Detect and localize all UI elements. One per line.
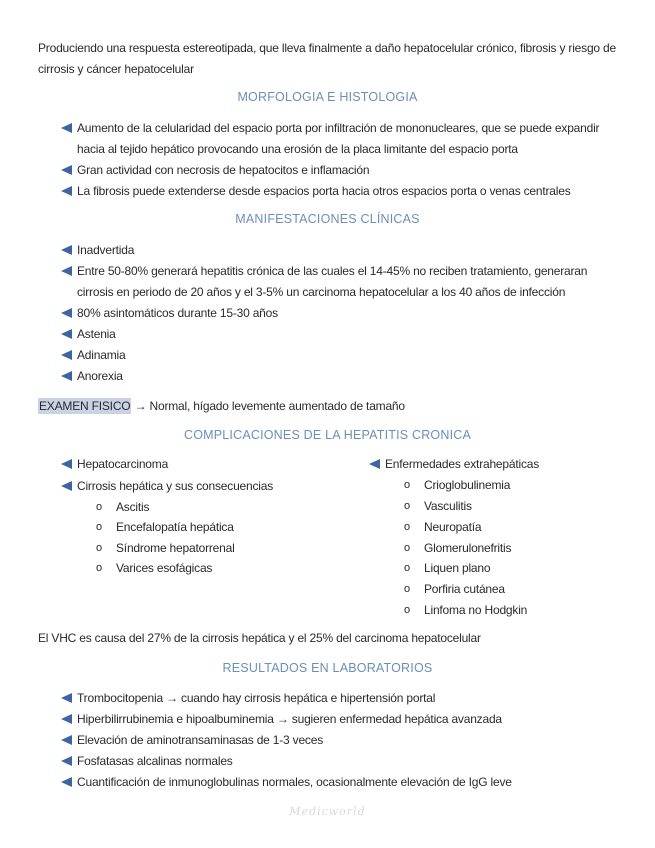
triangle-bullet-icon — [61, 266, 72, 276]
list-item: Trombocitopenia → cuando hay cirrosis hepática e hipertensión portal — [61, 688, 621, 709]
list-item: La fibrosis puede extenderse desde espacios porta hacia otros espacios porta o venas centrales — [61, 181, 631, 202]
triangle-bullet-icon — [61, 123, 72, 133]
footer-watermark: Medicworld — [289, 805, 366, 818]
triangle-bullet-icon — [61, 245, 72, 255]
sub-list-item: o Porfiria cutánea — [404, 579, 624, 600]
sub-list-item: o Ascitis — [96, 497, 336, 518]
list-item: Inadvertida — [61, 240, 611, 261]
list-item: Cuantificación de inmunoglobulinas normales, ocasionalmente elevación de IgG leve — [61, 772, 621, 793]
circle-bullet-icon: o — [404, 542, 410, 554]
triangle-bullet-icon — [61, 165, 72, 175]
list-item: Anorexia — [61, 366, 611, 387]
triangle-bullet-icon — [61, 329, 72, 339]
examen-fisico-line — [38, 396, 616, 417]
list-item: Aumento de la celularidad del espacio porta por infiltración de mononucleares, que se puede expandir hacia al tejido hepático provocando una erosión de la placa limitante del espacio porta — [61, 118, 611, 160]
triangle-bullet-icon — [369, 459, 380, 469]
circle-bullet-icon: o — [96, 542, 102, 554]
triangle-bullet-icon — [61, 350, 72, 360]
vhc-note: El VHC es causa del 27% de la cirrosis hepática y el 25% del carcinoma hepatocelular — [38, 631, 481, 645]
sub-list-item: o Varices esofágicas — [96, 558, 336, 579]
circle-bullet-icon: o — [404, 521, 410, 533]
list-item: Astenia — [61, 324, 611, 345]
triangle-bullet-icon — [61, 308, 72, 318]
list-item: Gran actividad con necrosis de hepatocitos e inflamación — [61, 160, 611, 181]
sub-list-item: o Linfoma no Hodgkin — [404, 600, 624, 621]
circle-bullet-icon: o — [404, 583, 410, 595]
sub-list-item: o Síndrome hepatorrenal — [96, 538, 336, 559]
list-item: Entre 50-80% generará hepatitis crónica de las cuales el 14-45% no reciben tratamiento, generaran cirrosis en periodo de 20 años y el 3-5% un carcinoma hepatocelular a los 40 años de infección — [61, 261, 611, 303]
manifestaciones-heading: MANIFESTACIONES CLÍNICAS — [235, 212, 420, 226]
triangle-bullet-icon — [61, 777, 72, 787]
right-arrow-icon: → — [276, 712, 289, 726]
triangle-bullet-icon — [61, 371, 72, 381]
circle-bullet-icon: o — [404, 479, 410, 491]
sub-list-item: o Neuropatía — [404, 517, 624, 538]
sub-list-item: o Encefalopatía hepática — [96, 517, 336, 538]
triangle-bullet-icon — [61, 459, 72, 469]
examen-fisico-text: Normal, hígado levemente aumentado de tamaño — [149, 399, 405, 413]
triangle-bullet-icon — [61, 186, 72, 196]
list-item: Hepatocarcinoma — [61, 454, 341, 475]
sub-list-item: o Liquen plano — [404, 558, 624, 579]
sub-list-item: o Glomerulonefritis — [404, 538, 624, 559]
triangle-bullet-icon — [61, 714, 72, 724]
resultados-heading: RESULTADOS EN LABORATORIOS — [222, 661, 433, 675]
list-item: Fosfatasas alcalinas normales — [61, 751, 621, 772]
intro-paragraph: Produciendo una respuesta estereotipada, que lleva finalmente a daño hepatocelular crónico, fibrosis y riesgo de cirrosis y cáncer hepatocelular — [38, 41, 616, 76]
list-item: Adinamia — [61, 345, 611, 366]
examen-fisico-label: EXAMEN FISICO — [39, 399, 131, 413]
circle-bullet-icon: o — [96, 501, 102, 513]
list-item: 80% asintomáticos durante 15-30 años — [61, 303, 611, 324]
circle-bullet-icon: o — [96, 521, 102, 533]
complicaciones-heading: COMPLICACIONES DE LA HEPATITIS CRONICA — [183, 428, 472, 442]
triangle-bullet-icon — [61, 481, 72, 491]
right-arrow-icon: → — [134, 399, 147, 413]
right-arrow-icon: → — [166, 691, 178, 705]
triangle-bullet-icon — [61, 735, 72, 745]
triangle-bullet-icon — [61, 693, 72, 703]
sub-list-item: o Vasculitis — [404, 496, 624, 517]
circle-bullet-icon: o — [404, 604, 410, 616]
list-item: Enfermedades extrahepáticas — [369, 454, 629, 475]
list-item: Hiperbilirrubinemia e hipoalbuminemia → sugieren enfermedad hepática avanzada — [61, 709, 621, 730]
circle-bullet-icon: o — [404, 500, 410, 512]
circle-bullet-icon: o — [404, 562, 410, 574]
circle-bullet-icon: o — [96, 562, 102, 574]
list-item: Elevación de aminotransaminasas de 1-3 veces — [61, 730, 621, 751]
sub-list-item: o Crioglobulinemia — [404, 475, 624, 496]
morfologia-heading: MORFOLOGIA E HISTOLOGIA — [237, 90, 418, 104]
list-item: Cirrosis hepática y sus consecuencias — [61, 476, 341, 497]
triangle-bullet-icon — [61, 756, 72, 766]
